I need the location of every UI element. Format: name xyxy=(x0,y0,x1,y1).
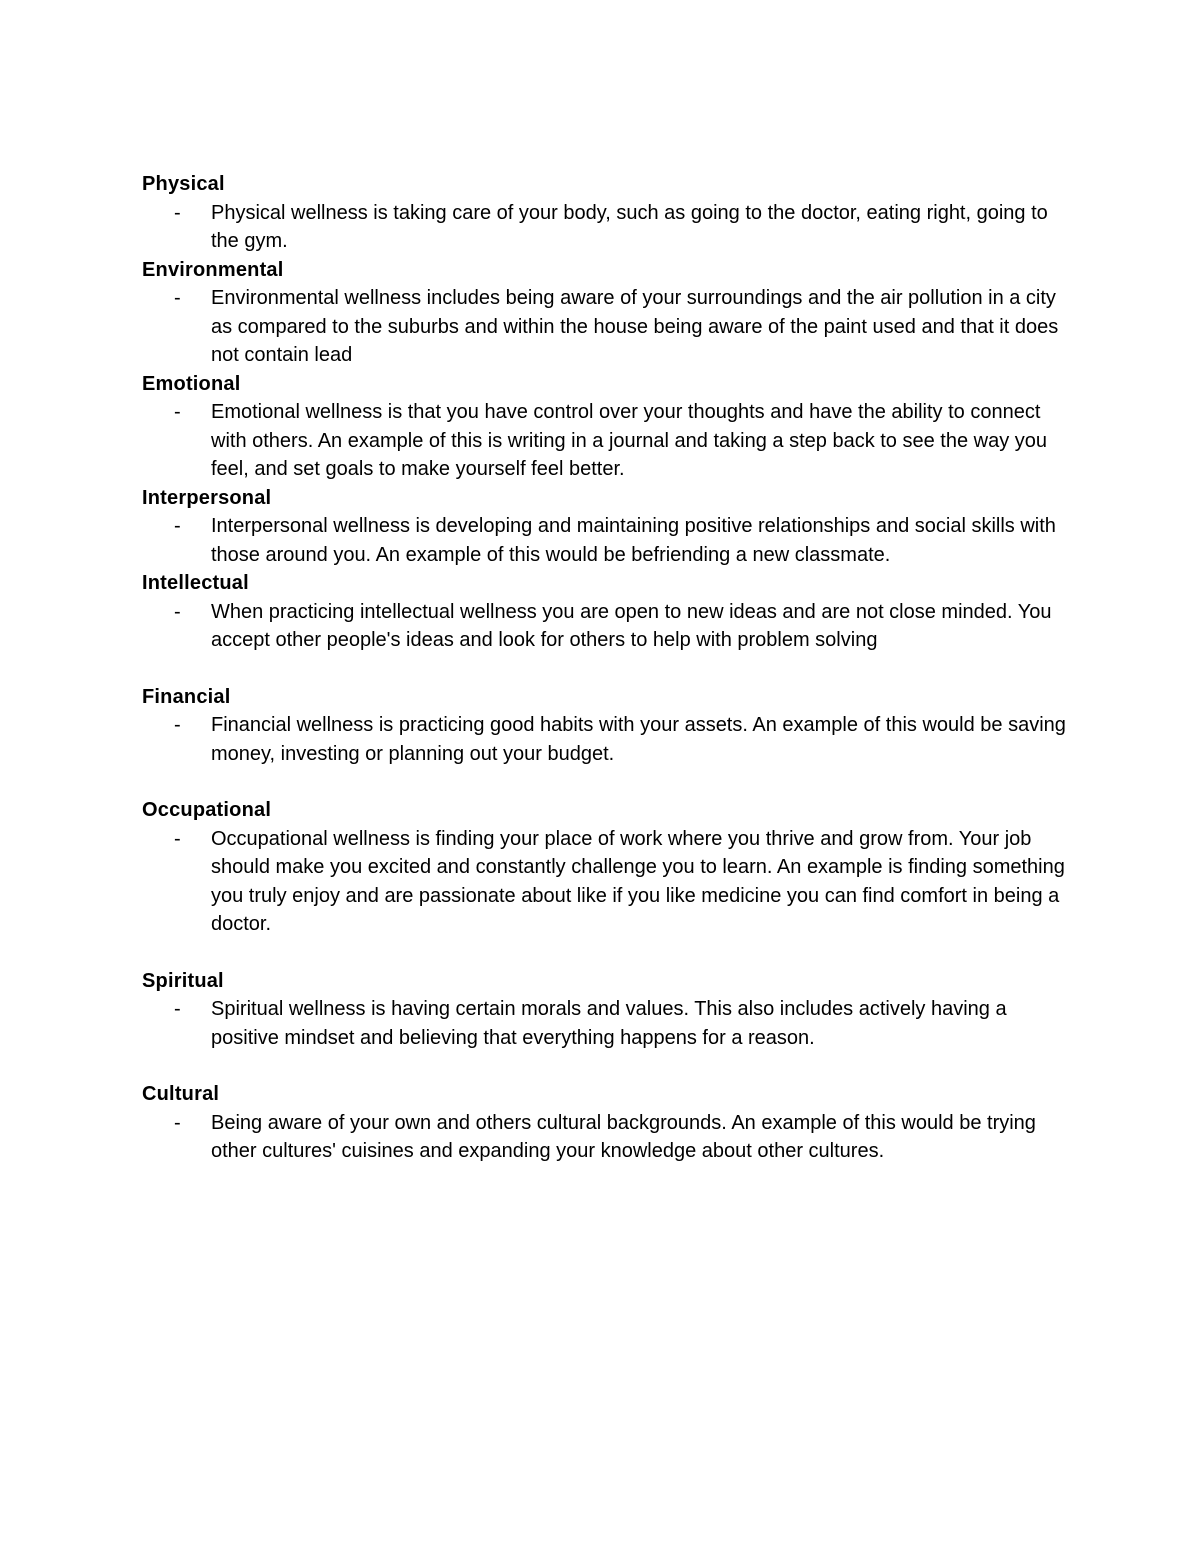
bullet-text: Emotional wellness is that you have control over your thoughts and have the ability to connect with others. An example of this is writing in a journal and taking a step back to see the way you feel, and set goals to make yourself feel better. xyxy=(211,401,1048,480)
bullet-item xyxy=(142,199,1072,256)
bullet-item xyxy=(142,711,1072,768)
bullet-text: When practicing intellectual wellness you are open to new ideas and are not close minded. You accept other people's ideas and look for others to help with problem solving xyxy=(211,600,1052,651)
section-heading: Spiritual xyxy=(142,969,224,992)
bullet-text: Physical wellness is taking care of your body, such as going to the doctor, eating right, going to the gym. xyxy=(211,201,1048,252)
section-environmental xyxy=(142,256,1072,370)
dash-bullet: - xyxy=(174,401,181,423)
bullet-item xyxy=(142,598,1072,655)
section-heading: Cultural xyxy=(142,1083,220,1105)
section-intellectual xyxy=(142,569,1072,655)
section-spiritual xyxy=(142,967,1072,1053)
dash-bullet: - xyxy=(174,600,181,623)
bullet-item xyxy=(142,284,1072,370)
section-heading: Physical xyxy=(142,173,225,195)
section-emotional xyxy=(142,370,1072,484)
bullet-item xyxy=(142,512,1072,569)
bullet-text: Environmental wellness includes being aware of your surroundings and the air pollution in a city as compared to the suburbs and within the house being aware of the paint used and that it does not contain lead xyxy=(211,287,1059,366)
dash-bullet: - xyxy=(174,201,181,224)
bullet-text: Being aware of your own and others cultural backgrounds. An example of this would be trying other cultures' cuisines and expanding your knowledge about other cultures. xyxy=(211,1111,1036,1162)
bullet-item xyxy=(142,825,1072,939)
dash-bullet: - xyxy=(174,287,181,309)
document-page xyxy=(142,170,1072,1166)
section-heading: Emotional xyxy=(142,372,241,395)
section-cultural xyxy=(142,1080,1072,1166)
bullet-item xyxy=(142,398,1072,484)
dash-bullet: - xyxy=(174,515,181,537)
bullet-text: Occupational wellness is finding your place of work where you thrive and grow from. Your job should make you excited and constantly challenge you to learn. An example is finding something you truly enjoy and are passionate about like if you like medicine you can find comfort in being a doctor. xyxy=(211,827,1065,935)
section-interpersonal xyxy=(142,484,1072,570)
section-occupational xyxy=(142,796,1072,939)
section-heading: Financial xyxy=(142,685,231,708)
bullet-item xyxy=(142,1109,1072,1166)
dash-bullet: - xyxy=(174,998,181,1020)
dash-bullet: - xyxy=(174,827,181,850)
bullet-text: Spiritual wellness is having certain morals and values. This also includes actively having a positive mindset and believing that everything happens for a reason. xyxy=(211,998,1007,1049)
dash-bullet: - xyxy=(174,1111,181,1134)
bullet-text: Financial wellness is practicing good habits with your assets. An example of this would be saving money, investing or planning out your budget. xyxy=(211,714,1066,765)
section-financial xyxy=(142,683,1072,769)
section-heading: Intellectual xyxy=(142,572,249,594)
section-heading: Interpersonal xyxy=(142,486,272,509)
section-physical xyxy=(142,170,1072,256)
dash-bullet: - xyxy=(174,714,181,736)
section-heading: Environmental xyxy=(142,258,284,281)
section-heading: Occupational xyxy=(142,799,272,821)
bullet-item xyxy=(142,995,1072,1052)
bullet-text: Interpersonal wellness is developing and maintaining positive relationships and social skills with those around you. An example of this would be befriending a new classmate. xyxy=(211,515,1056,566)
